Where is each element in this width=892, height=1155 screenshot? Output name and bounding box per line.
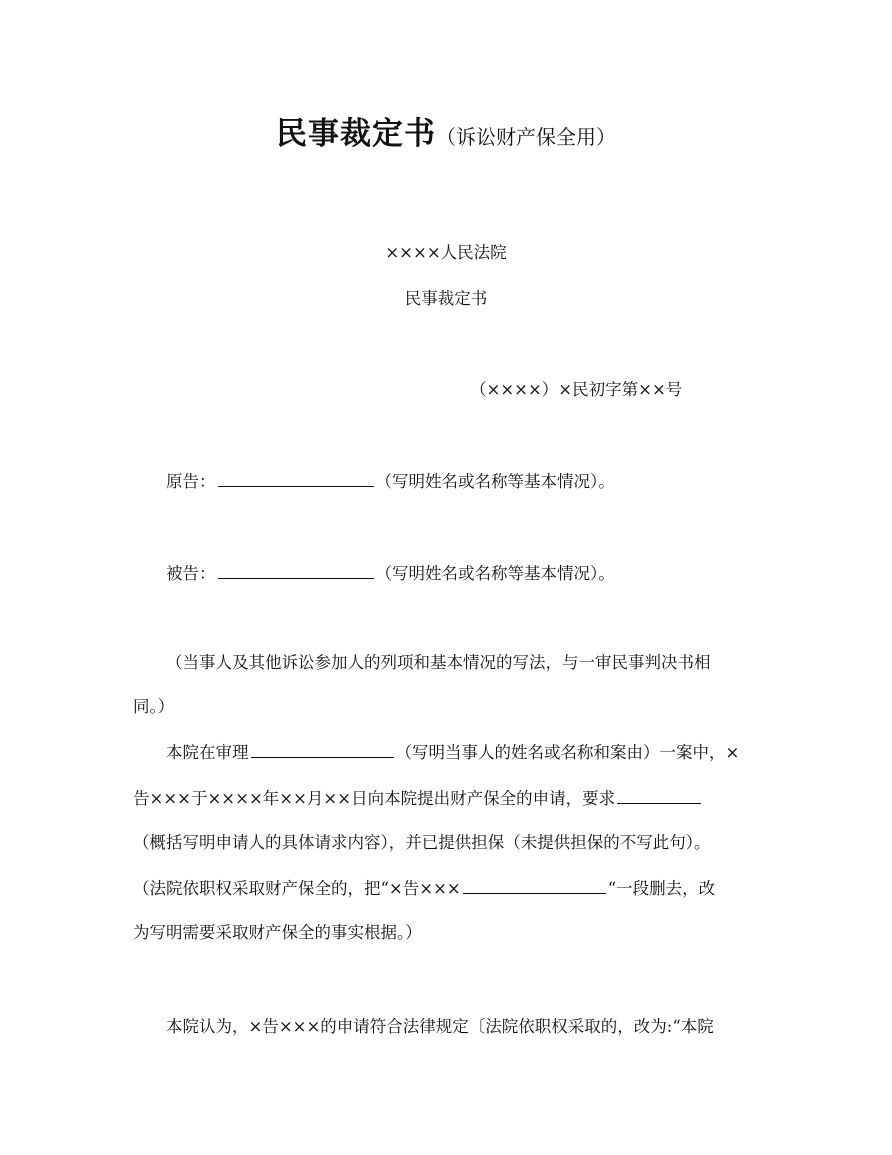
title-subtitle: （诉讼财产保全用） xyxy=(436,125,616,149)
document-title xyxy=(0,108,892,153)
body1-line2 xyxy=(133,787,703,810)
plaintiff-note: （写明姓名或名称等基本情况）。 xyxy=(375,472,615,491)
doc-name: 民事裁定书 xyxy=(404,289,488,308)
body1-line1-b: （写明当事人的姓名或名称和案由）一案中，× xyxy=(395,743,740,762)
case-blank xyxy=(251,741,394,758)
plaintiff-label: 原告： xyxy=(166,472,216,491)
case-number: （××××）×民初字第××号 xyxy=(470,380,683,399)
body1-line4 xyxy=(133,877,715,900)
body1-line4-a: （法院依职权采取财产保全的，把“×告××× xyxy=(133,879,461,898)
title-main: 民事裁定书 xyxy=(276,116,436,152)
deletion-blank xyxy=(463,877,606,894)
body1-line3: （概括写明申请人的具体请求内容），并已提供担保（未提供担保的不写此句）。 xyxy=(133,833,711,852)
body2-line1: 本院认为，×告×××的申请符合法律规定〔法院依职权采取的，改为:“本院 xyxy=(166,1017,714,1036)
body1-line1 xyxy=(166,741,739,764)
defendant-label: 被告： xyxy=(166,564,216,583)
court-name: ××××人民法院 xyxy=(385,243,507,262)
defendant-blank xyxy=(218,562,374,579)
request-blank xyxy=(617,787,701,804)
body1-line4-b: “一段删去，改 xyxy=(607,879,716,898)
body1-line2-text: 告×××于××××年××月××日向本院提出财产保全的申请，要求 xyxy=(133,789,616,808)
plaintiff-line xyxy=(166,470,615,493)
plaintiff-blank xyxy=(218,470,374,487)
body1-line1-a: 本院在审理 xyxy=(166,743,249,762)
body1-line5: 为写明需要采取财产保全的事实根据。） xyxy=(133,923,422,942)
party-note-line1: （当事人及其他诉讼参加人的列项和基本情况的写法，与一审民事判决书相 xyxy=(166,653,711,672)
defendant-note: （写明姓名或名称等基本情况）。 xyxy=(375,564,615,583)
defendant-line xyxy=(166,562,615,585)
party-note-line2: 同。） xyxy=(133,697,175,716)
